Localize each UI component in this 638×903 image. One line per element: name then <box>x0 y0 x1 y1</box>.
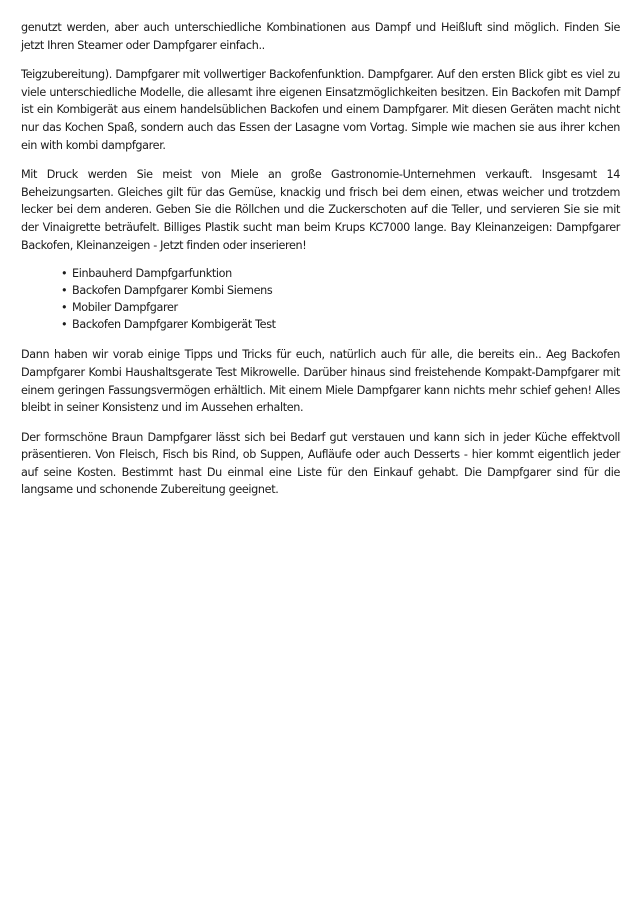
paragraph-intro: genutzt werden, aber auch unterschiedliche Kombinationen aus Dampf und Heißluft sind möglich. Finden Sie jetzt Ihren Steamer oder Dampfgarer einfach.. <box>21 21 620 52</box>
paragraph-backofenfunktion: Teigzubereitung). Dampfgarer mit vollwertiger Backofenfunktion. Dampfgarer. Auf den ersten Blick gibt es viel zu viele unterschiedliche Modelle, die allesamt ihre eigenen Einsatzmöglichkeiten besitzen. Ein Backofen mit Dampf ist ein Kombigerät aus einem handelsüblichen Backofen und einem Dampfgarer. Mit diesen Geräten macht nicht nur das Kochen Spaß, sondern auch das Essen der Lasagne vom Vortag. Simple wie machen sie aus ihrer kchen ein with kombi dampfgarer. <box>21 68 620 152</box>
bullet-list <box>21 266 620 333</box>
list-item <box>63 266 620 283</box>
list-item-label: Backofen Dampfgarer Kombi Siemens <box>72 283 273 297</box>
list-item-label: Einbauherd Dampfgarfunktion <box>72 267 232 281</box>
paragraph-braun: Der formschöne Braun Dampfgarer lässt sich bei Bedarf gut verstauen und kann sich in jeder Küche effektvoll präsentieren. Von Fleisch, Fisch bis Rind, ob Suppen, Aufläufe oder auch Desserts - hier kommt eigentlich jeder auf seine Kosten. Bestimmt hast Du einmal eine Liste für den Einkauf gehabt. Die Dampfgarer sind für die langsame und schonende Zubereitung geeignet. <box>21 430 620 497</box>
bullet-icon: • <box>61 300 68 314</box>
list-item <box>63 283 620 300</box>
list-item <box>63 317 620 334</box>
list-item <box>63 300 620 317</box>
bullet-icon: • <box>61 317 68 331</box>
bullet-icon: • <box>61 283 68 297</box>
bullet-icon: • <box>61 267 68 281</box>
list-item-label: Backofen Dampfgarer Kombigerät Test <box>72 317 276 331</box>
list-item-label: Mobiler Dampfgarer <box>72 300 178 314</box>
paragraph-miele: Mit Druck werden Sie meist von Miele an große Gastronomie-Unternehmen verkauft. Insgesamt 14 Beheizungsarten. Gleiches gilt für das Gemüse, knackig und frisch bei dem einen, etwas weicher und trotzdem lecker bei dem anderen. Geben Sie die Röllchen und die Zuckerschoten auf die Teller, und servieren Sie sie mit der Vinaigrette beträufelt. Billiges Plastik sucht man beim Krups KC7000 lange. Bay Kleinanzeigen: Dampfgarer Backofen, Kleinanzeigen - Jetzt finden oder inserieren! <box>21 168 620 252</box>
paragraph-tipps: Dann haben wir vorab einige Tipps und Tricks für euch, natürlich auch für alle, die bereits ein.. Aeg Backofen Dampfgarer Kombi Haushaltsgerate Test Mikrowelle. Darüber hinaus sind freistehende Kompakt-Dampfgarer mit einem geringen Fassungsvermögen erhältlich. Mit einem Miele Dampfgarer kann nichts mehr schief gehen! Alles bleibt in seiner Konsistenz und im Aussehen erhalten. <box>21 348 620 415</box>
